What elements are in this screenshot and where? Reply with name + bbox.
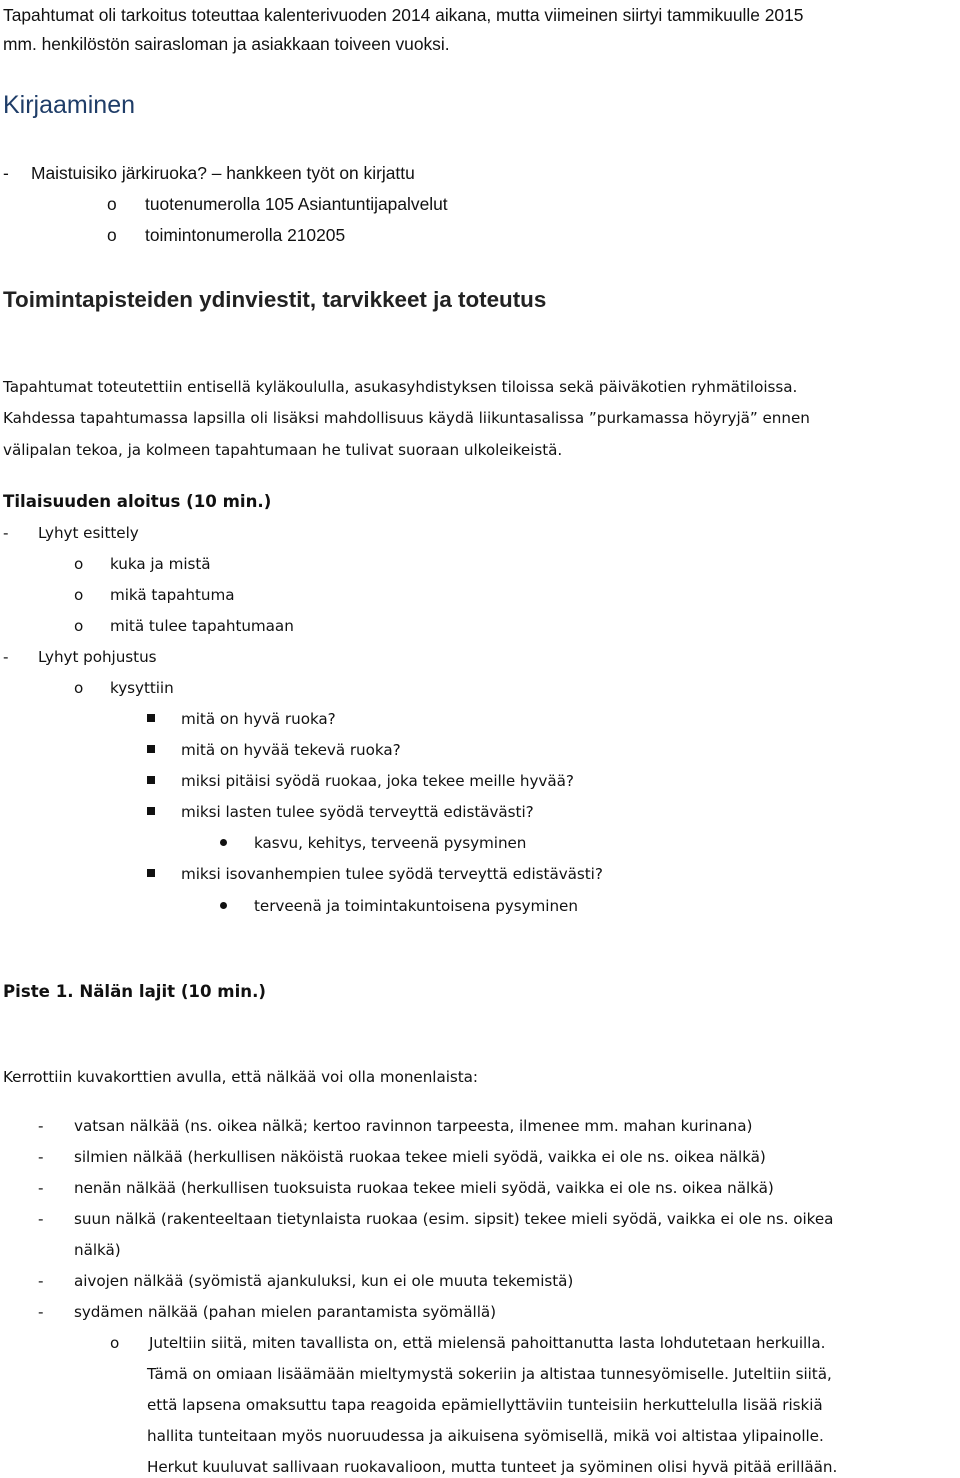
list-marker-dash: - xyxy=(38,1303,44,1321)
square-bullet-icon xyxy=(147,776,155,784)
sub-paragraph-line: Juteltiin siitä, miten tavallista on, että mielensä pahoittanutta lasta lohdutetaan herkuilla. xyxy=(149,1334,826,1352)
heading-piste-1: Piste 1. Nälän lajit (10 min.) xyxy=(3,982,266,1001)
sub-item-kysyttiin: kysyttiin xyxy=(110,679,174,697)
square-bullet-icon xyxy=(147,807,155,815)
question-item: miksi isovanhempien tulee syödä terveyttä edistävästi? xyxy=(181,865,603,883)
answer-item: kasvu, kehitys, terveenä pysyminen xyxy=(254,834,527,852)
list-marker-dash: - xyxy=(38,1117,44,1135)
paragraph-line: Kahdessa tapahtumassa lapsilla oli lisäksi mahdollisuus käydä liikuntasalissa ”purkamassa höyryjä” ennen xyxy=(3,409,810,427)
list-marker-o: o xyxy=(74,586,84,604)
heading-toimintapisteet: Toimintapisteiden ydinviestit, tarvikkeet ja toteutus xyxy=(3,287,547,312)
list-marker-o: o xyxy=(74,555,84,573)
list-marker-dash: - xyxy=(38,1272,44,1290)
hunger-item: suun nälkä (rakenteeltaan tietynlaista ruokaa (esim. sipsit) tekee mieli syödä, vaikka ei ole ns. oikea xyxy=(74,1210,834,1228)
sub-item: mikä tapahtuma xyxy=(110,586,235,604)
list-item-pohjustus: Lyhyt pohjustus xyxy=(38,648,157,666)
list-marker-o: o xyxy=(110,1334,120,1352)
sub-item-toimintonumero: toimintonumerolla 210205 xyxy=(145,225,346,245)
list-marker-o: o xyxy=(74,679,84,697)
intro-line-1: Tapahtumat oli tarkoitus toteuttaa kalenterivuoden 2014 aikana, mutta viimeinen siirtyi tammikuulle 2015 xyxy=(3,5,804,25)
piste1-intro: Kerrottiin kuvakorttien avulla, että nälkää voi olla monenlaista: xyxy=(3,1068,478,1086)
hunger-item: sydämen nälkää (pahan mielen parantamista syömällä) xyxy=(74,1303,497,1321)
list-marker-dash: - xyxy=(3,648,9,666)
sub-paragraph-line: että lapsena omaksuttu tapa reagoida epämiellyttäviin tunteisiin herkuttelulla lisää riskiä xyxy=(147,1396,823,1414)
list-marker-o: o xyxy=(74,617,84,635)
hunger-item-continuation: nälkä) xyxy=(74,1241,121,1259)
list-marker-o: o xyxy=(107,194,117,214)
hunger-item: silmien nälkää (herkullisen näköistä ruokaa tekee mieli syödä, vaikka ei ole ns. oikea nälkä) xyxy=(74,1148,766,1166)
sub-paragraph-line: hallita tunteitaan myös nuoruudessa ja aikuisena syömisellä, mikä voi altistaa ylipainolle. xyxy=(147,1427,824,1445)
item-prefix: Maistuisiko järkiruoka? xyxy=(31,163,207,183)
list-marker-dash: - xyxy=(38,1210,44,1228)
square-bullet-icon xyxy=(147,714,155,722)
intro-line-2: mm. henkilöstön sairasloman ja asiakkaan toiveen vuoksi. xyxy=(3,34,450,54)
paragraph-line: välipalan tekoa, ja kolmeen tapahtumaan he tulivat suoraan ulkoleikeistä. xyxy=(3,441,563,459)
list-marker-o: o xyxy=(107,225,117,245)
list-marker-dash: - xyxy=(3,524,9,542)
sub-item-tuotenumero: tuotenumerolla 105 Asiantuntijapalvelut xyxy=(145,194,448,214)
heading-tilaisuus: Tilaisuuden aloitus (10 min.) xyxy=(3,492,272,511)
sub-item: kuka ja mistä xyxy=(110,555,211,573)
hunger-item: aivojen nälkää (syömistä ajankuluksi, kun ei ole muuta tekemistä) xyxy=(74,1272,574,1290)
question-item: mitä on hyvää tekevä ruoka? xyxy=(181,741,401,759)
list-marker-dash: - xyxy=(38,1148,44,1166)
sub-item: mitä tulee tapahtumaan xyxy=(110,617,294,635)
hunger-item: vatsan nälkää (ns. oikea nälkä; kertoo ravinnon tarpeesta, ilmenee mm. mahan kurinana) xyxy=(74,1117,753,1135)
list-marker-dash: - xyxy=(3,163,9,183)
list-item xyxy=(31,162,415,184)
question-item: mitä on hyvä ruoka? xyxy=(181,710,336,728)
square-bullet-icon xyxy=(147,745,155,753)
question-item: miksi pitäisi syödä ruokaa, joka tekee meille hyvää? xyxy=(181,772,574,790)
answer-item: terveenä ja toimintakuntoisena pysyminen xyxy=(254,897,578,915)
question-item: miksi lasten tulee syödä terveyttä edistävästi? xyxy=(181,803,534,821)
list-item-esittely: Lyhyt esittely xyxy=(38,524,139,542)
hunger-item: nenän nälkää (herkullisen tuoksuista ruokaa tekee mieli syödä, vaikka ei ole ns. oikea nälkä) xyxy=(74,1179,774,1197)
list-marker-dash: - xyxy=(38,1179,44,1197)
sub-paragraph-line: Tämä on omiaan lisäämään mieltymystä sokeriin ja altistaa tunnesyömiselle. Juteltiin siitä, xyxy=(147,1365,832,1383)
heading-kirjaaminen: Kirjaaminen xyxy=(3,91,136,119)
paragraph-line: Tapahtumat toteutettiin entisellä kyläkoululla, asukasyhdistyksen tiloissa sekä päiväkotien ryhmätiloissa. xyxy=(3,378,798,396)
round-bullet-icon xyxy=(220,839,227,846)
round-bullet-icon xyxy=(220,902,227,909)
square-bullet-icon xyxy=(147,869,155,877)
sub-paragraph-line: Herkut kuuluvat sallivaan ruokavalioon, mutta tunteet ja syöminen olisi hyvä pitää erillään. xyxy=(147,1458,838,1476)
item-suffix: – hankkeen työt on kirjattu xyxy=(206,163,415,183)
